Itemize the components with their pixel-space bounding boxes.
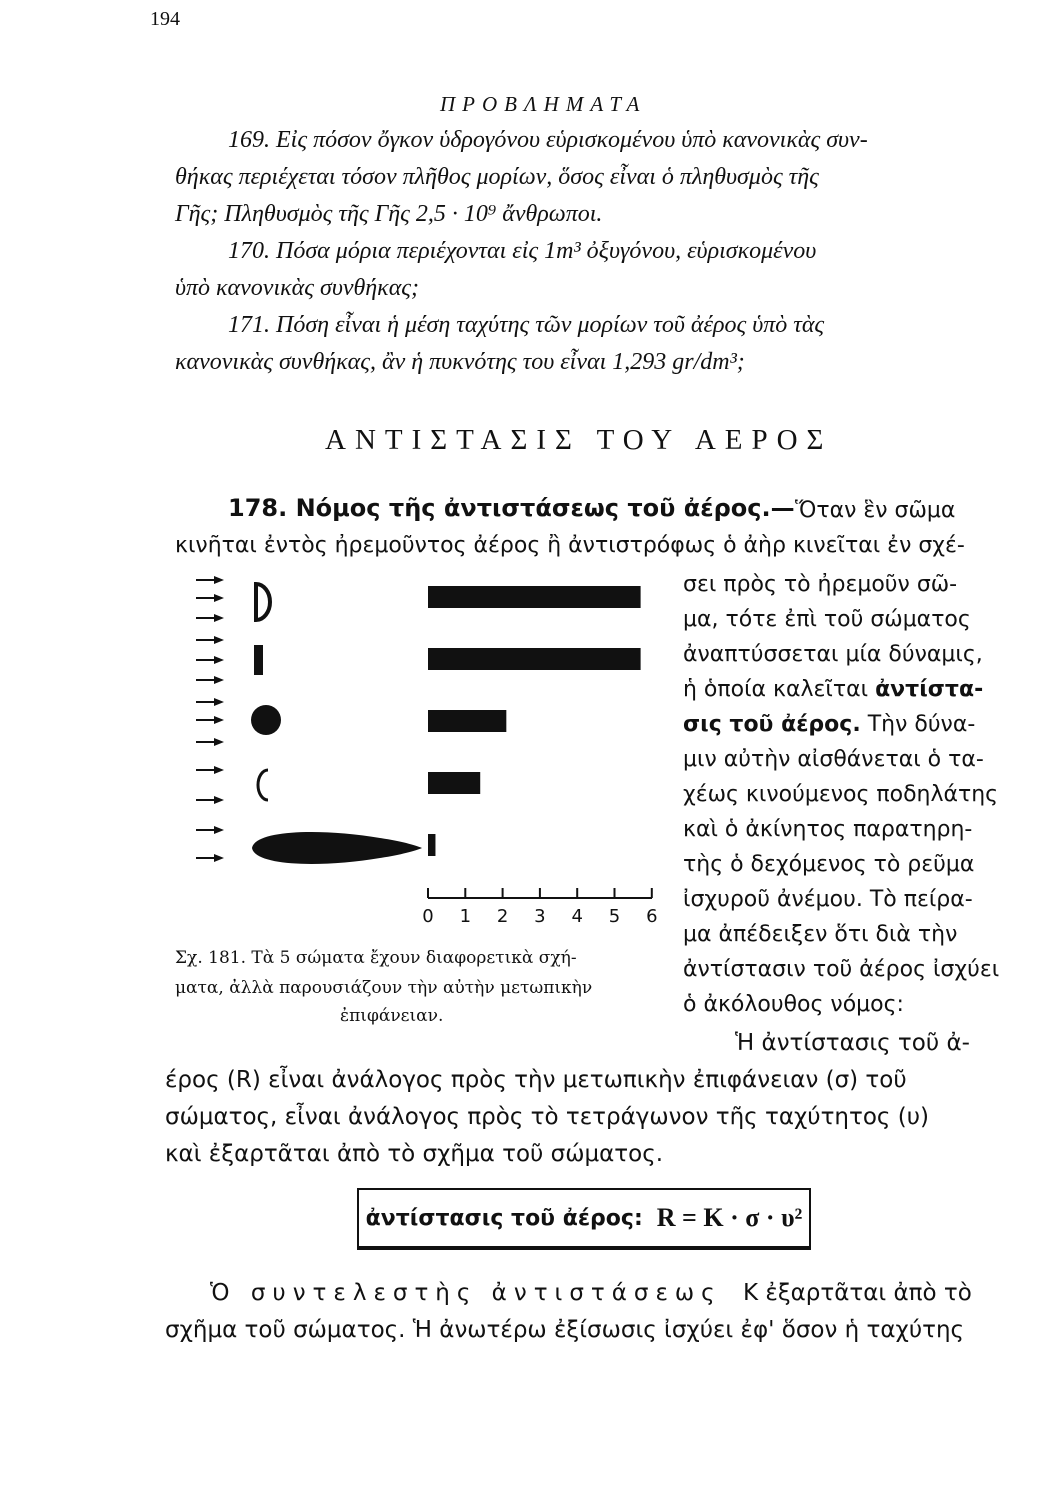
running-head: ΠΡΟΒΛΗΜΑΤΑ [440, 92, 647, 116]
axis-tick-label: 1 [459, 906, 472, 927]
side-term-bold-1: ἀντίστα- [875, 677, 984, 702]
problem-169-line-3: Γῆς; Πληθυσμὸς τῆς Γῆς 2,5 · 10⁹ ἄνθρωποι. [175, 201, 603, 227]
law-line-1: Ἡ ἀντίστασις τοῦ ἀ- [735, 1030, 970, 1056]
arrow-icon [196, 854, 224, 862]
flat-plate-shape [254, 645, 263, 675]
caption-line-1: Σχ. 181. Τὰ 5 σώματα ἔχουν διαφορετικὰ σχή- [175, 948, 577, 968]
side-line-12: ἀντίστασιν τοῦ ἀέρος ἰσχύει [683, 957, 1000, 982]
law-line-2: έρος (R) εἶναι ἀνάλογος πρὸς τὴν μετωπικὴν ἐπιφάνειαν (σ) τοῦ [165, 1067, 907, 1093]
article-line-1-rest: Ὅταν ἓν σῶμα [795, 498, 956, 523]
body-shapes [251, 584, 422, 864]
resistance-axis [422, 888, 657, 927]
side-line-7: χέως κινούμενος ποδηλάτης [683, 782, 999, 807]
axis-tick-label: 0 [422, 906, 434, 927]
half-disc-open-shape [256, 584, 270, 620]
side-line-2: μα, τότε ἐπὶ τοῦ σώματος [683, 607, 971, 632]
spaced-term: Ὁ συντελεστὴς ἀντιστάσεως [210, 1280, 722, 1306]
section-title: ΑΝΤΙΣΤΑΣΙΣ ΤΟΥ ΑΕΡΟΣ [325, 424, 833, 456]
closing-line-1-rest: K ἐξαρτᾶται ἀπὸ τὸ [743, 1280, 972, 1306]
caption-line-3: ἐπιφάνειαν. [340, 1006, 444, 1026]
side-line-10: ἰσχυροῦ ἀνέμου. Τὸ πείρα- [683, 887, 973, 912]
axis-tick-label: 2 [496, 906, 509, 927]
law-line-3: σώματος, εἶναι ἀνάλογος πρὸς τὸ τετράγωνον τῆς ταχύτητος (υ) [165, 1104, 929, 1130]
problem-169-line-1: 169. Εἰς πόσον ὄγκον ὑδρογόνου εὑρισκομένου ὑπὸ κανονικὰς συν- [228, 127, 868, 153]
arrow-icon [196, 614, 224, 622]
problem-170-line-1: 170. Πόσα μόρια περιέχονται εἰς 1m³ ὀξυγόνου, εὑρισκομένου [228, 238, 817, 264]
arrow-icon [196, 636, 224, 644]
arrow-icon [196, 698, 224, 706]
resistance-bar-half-disc-closed [428, 772, 480, 794]
formula-box [357, 1188, 811, 1250]
axis-tick-label: 3 [534, 906, 546, 927]
caption-line-2: ματα, ἀλλὰ παρουσιάζουν τὴν αὐτὴν μετωπικὴν [175, 978, 593, 998]
arrow-icon [196, 766, 224, 774]
side-line-6: μιν αὐτὴν αἰσθάνεται ὁ τα- [683, 747, 984, 772]
side-line-3: ἀναπτύσσεται μία δύναμις, [683, 642, 983, 667]
arrow-icon [196, 716, 224, 724]
resistance-bar-teardrop [428, 834, 435, 856]
side-line-5-text: Τὴν δύνα- [867, 712, 976, 737]
article-line-2: κινῆται ἐντὸς ἠρεμοῦντος ἀέρος ἢ ἀντιστρόφως ὁ ἀὴρ κινεῖται ἐν σχέ- [175, 533, 965, 558]
page-number: 194 [150, 8, 180, 30]
side-line-1: σει πρὸς τὸ ἠρεμοῦν σῶ- [683, 572, 958, 597]
problem-171-line-1: 171. Πόση εἶναι ἡ μέση ταχύτης τῶν μορίων τοῦ ἀέρος ὑπὸ τὰς [228, 312, 825, 338]
axis-tick-label: 5 [608, 906, 621, 927]
article-heading: 178. Νόμος τῆς ἀντιστάσεως τοῦ ἀέρος.— [228, 494, 795, 522]
resistance-bar-half-disc-open [428, 586, 641, 608]
axis-tick-label: 6 [646, 906, 658, 927]
resistance-bars [428, 586, 641, 856]
closing-line-2: σχῆμα τοῦ σώματος. Ἡ ἀνωτέρω ἐξίσωσις ἰσχύει ἐφ' ὅσον ἡ ταχύτης [165, 1317, 965, 1343]
problem-170-line-2: ὑπὸ κανονικὰς συνθήκας; [175, 275, 420, 301]
resistance-bar-sphere [428, 710, 506, 732]
half-disc-closed-shape [258, 770, 268, 800]
side-line-9: τὴς ὁ δεχόμενος τὸ ρεῦμα [683, 852, 975, 877]
side-term-bold-2: σις τοῦ ἀέρος. [683, 712, 861, 737]
side-line-13: ὁ ἀκόλουθος νόμος: [683, 992, 904, 1017]
arrow-icon [196, 826, 224, 834]
formula: R = K · σ · υ² [656, 1203, 803, 1232]
law-line-4: καὶ ἐξαρτᾶται ἀπὸ τὸ σχῆμα τοῦ σώματος. [165, 1141, 664, 1167]
arrow-icon [196, 576, 224, 584]
problem-169-line-2: θήκας περιέχεται τόσον πλῆθος μορίων, ὅσος εἶναι ὁ πληθυσμὸς τῆς [175, 164, 819, 190]
side-line-11: μα ἀπέδειξεν ὅτι διὰ τὴν [683, 922, 958, 947]
arrow-icon [196, 676, 224, 684]
side-line-4-text: ἡ ὁποία καλεῖται [683, 677, 869, 702]
closing-line-1 [210, 1282, 972, 1305]
sphere-shape [251, 705, 281, 735]
teardrop-shape [252, 832, 422, 864]
side-line-8: καὶ ὁ ἀκίνητος παρατηρη- [683, 817, 973, 842]
axis-tick-label: 4 [571, 906, 583, 927]
problem-171-line-2: κανονικὰς συνθήκας, ἂν ἡ πυκνότης του εἶναι 1,293 gr/dm³; [175, 349, 745, 375]
arrow-icon [196, 796, 224, 804]
arrow-icon [196, 738, 224, 746]
arrow-icon [196, 594, 224, 602]
arrow-icon [196, 656, 224, 664]
air-flow-arrows [196, 576, 224, 862]
resistance-bar-flat-plate [428, 648, 641, 670]
formula-label: ἀντίστασις τοῦ ἀέρος: [365, 1205, 643, 1231]
